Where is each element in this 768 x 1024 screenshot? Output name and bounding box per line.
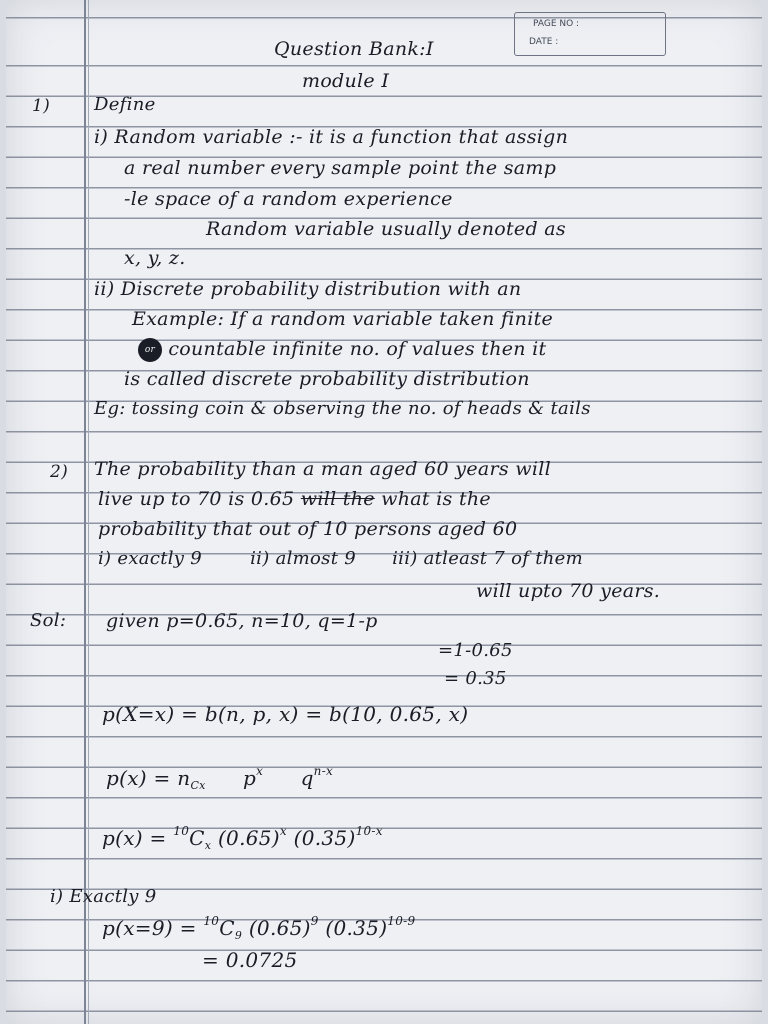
- page-header-box: [514, 12, 666, 56]
- equation-4: $p(x=9) = ^{10}C_9$ $(0.65)^9$ $(0.35)^{10-9}$: [102, 914, 416, 942]
- q2-line2-a: live up to 70 is 0.65: [98, 488, 295, 510]
- q1-ii-line3: countable infinite no. of values then it: [168, 338, 547, 360]
- q-step2: = 0.35: [444, 668, 507, 689]
- q2-line1: The probability than a man aged 60 years will: [94, 458, 551, 480]
- page-title: Question Bank:I: [274, 38, 434, 60]
- margin-line: [84, 0, 86, 1024]
- q1-ii-line1: ii) Discrete probability distribution with an: [94, 278, 522, 300]
- solution-given: given p=0.65, n=10, q=1-p: [106, 610, 378, 632]
- equation-2: $p(x) = n_{Cx}$ $p^x$ $q^{n-x}$: [106, 764, 334, 792]
- solution-label: Sol:: [30, 610, 67, 631]
- q1-ii-line5: Eg: tossing coin & observing the no. of heads & tails: [94, 398, 591, 419]
- q2-line5: will upto 70 years.: [476, 580, 661, 602]
- q-step1: =1-0.65: [438, 640, 513, 661]
- q1-i-line1: i) Random variable :- it is a function that assign: [94, 126, 569, 148]
- q1-i-line2: a real number every sample point the samp: [124, 157, 557, 179]
- q2-line2-struck: will the: [300, 488, 375, 510]
- module-title: module I: [302, 70, 390, 92]
- q1-ii-line4: is called discrete probability distribution: [124, 368, 530, 390]
- q1-i-line4: Random variable usually denoted as: [206, 218, 566, 240]
- q1-i-line3: -le space of a random experience: [124, 188, 453, 210]
- q1-ii-line2: Example: If a random variable taken finite: [132, 308, 554, 330]
- q1-number: 1): [32, 96, 51, 116]
- part-i-heading: i) Exactly 9: [50, 886, 157, 907]
- q2-part-iii: iii) atleast 7 of them: [392, 548, 583, 569]
- q2-part-ii: ii) almost 9: [250, 548, 357, 569]
- result-value: = 0.0725: [202, 948, 298, 972]
- q1-i-line5: x, y, z.: [124, 247, 186, 269]
- equation-1: p(X=x) = b(n, p, x) = b(10, 0.65, x): [102, 702, 469, 726]
- q2-line2-row: [98, 488, 491, 510]
- q1-ii-line3-row: [138, 338, 546, 362]
- q2-number: 2): [50, 462, 69, 482]
- q2-line4-row: [98, 548, 583, 569]
- equation-3: $p(x) = ^{10}C_x$ $(0.65)^x$ $(0.35)^{10-x}$: [102, 824, 383, 852]
- or-circle: or: [138, 338, 162, 362]
- q2-line3: probability that out of 10 persons aged 60: [98, 518, 518, 540]
- notebook-page: [6, 0, 762, 1024]
- date-label: DATE :: [529, 37, 559, 47]
- q2-part-i: i) exactly 9: [98, 548, 203, 569]
- margin-line-inner: [88, 0, 89, 1024]
- q2-line2-b: what is the: [381, 488, 491, 510]
- q1-heading: Define: [94, 94, 156, 115]
- page-no-label: PAGE NO :: [533, 19, 580, 29]
